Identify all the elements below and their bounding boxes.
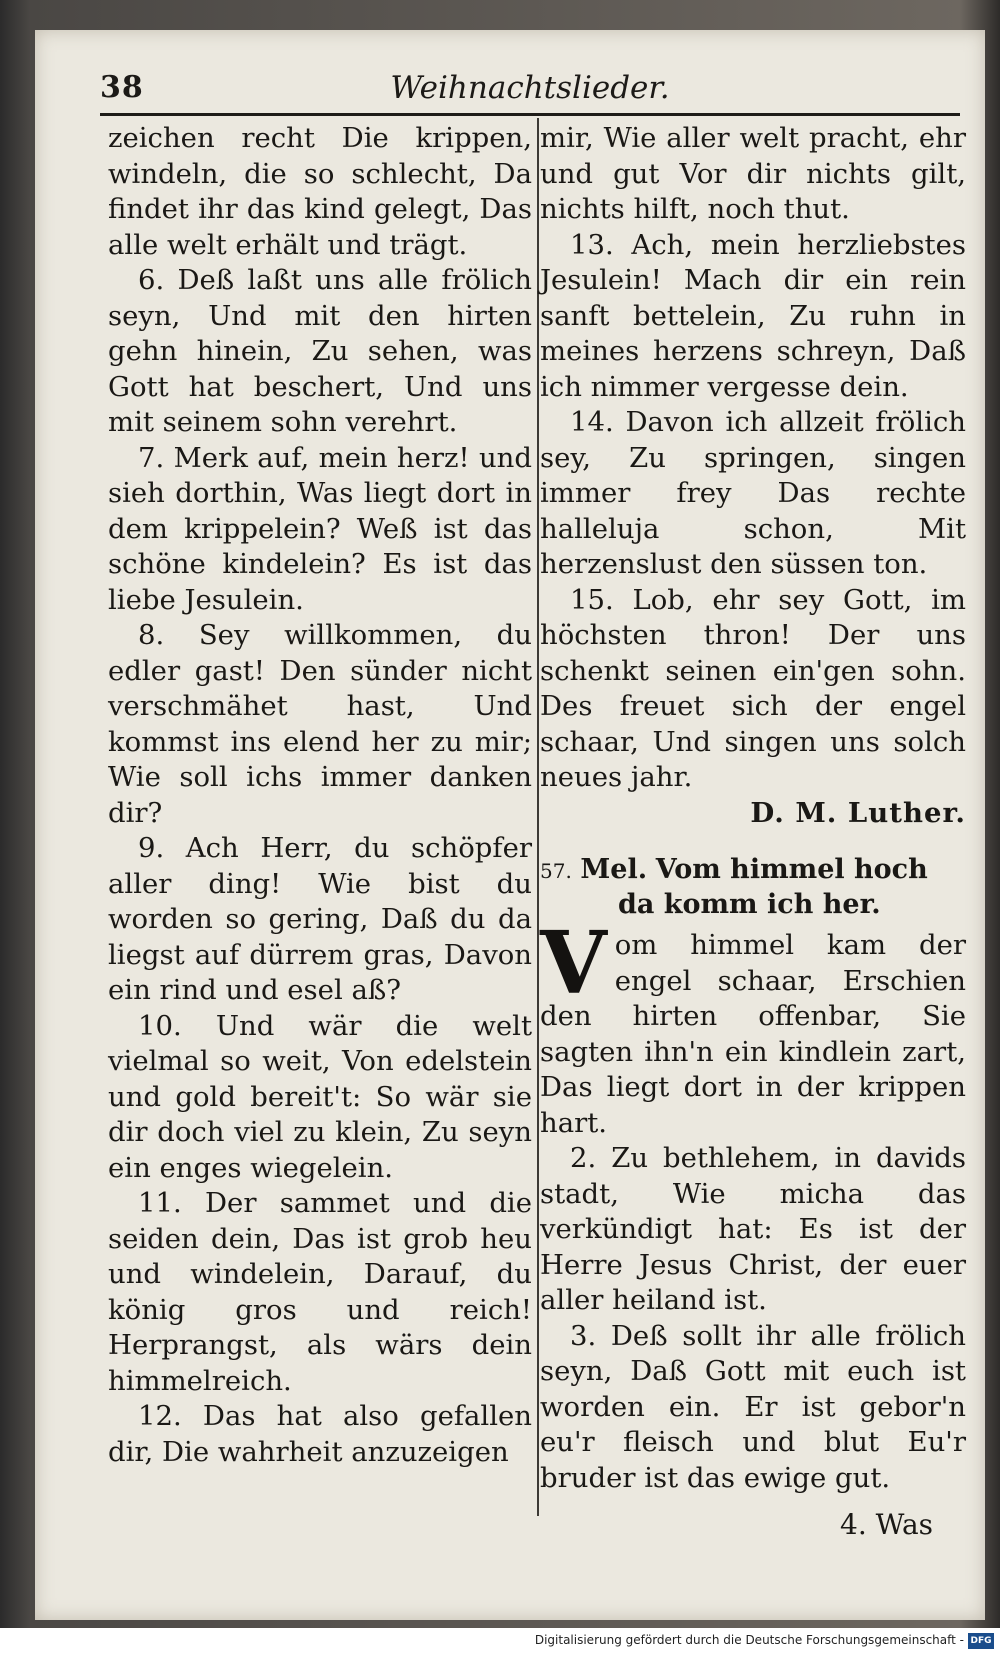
stanza-1-text: om himmel kam der engel schaar, Erschien den hirten offenbar, Sie sagten ihn'n ein kindlein zart, Das liegt dort in der krippen hart. (540, 929, 966, 1139)
right-stanza-1: 13. Ach, mein herzliebstes Jesulein! Mach dir ein rein sanft bettelein, Zu ruhn in meines herzens schreyn, Daß ich nimmer vergesse dein. (540, 228, 966, 403)
left-stanza-4: 9. Ach Herr, du schöpfer aller ding! Wie bist du worden so gering, Daß du da liegst auf dürrem gras, Davon ein rind und esel aß? (108, 832, 532, 1006)
left-stanza-3: 8. Sey willkommen, du edler gast! Den sünder nicht verschmähet hast, Und kommst ins elend her zu mir; Wie soll ichs immer danken dir? (108, 619, 532, 829)
right-column (540, 121, 966, 1496)
melody-label: Mel. (580, 854, 648, 885)
left-stanza-5: 10. Und wär die welt vielmal so weit, Von edelstein und gold bereit't: So wär sie dir doch viel zu klein, Zu seyn ein enges wiegelein. (108, 1009, 532, 1184)
right-stanza-2: 14. Davon ich allzeit frölich sey, Zu springen, singen immer frey Das rechte halleluja schon, Mit herzenslust den süssen ton. (540, 406, 966, 580)
left-column (108, 121, 532, 1470)
hymn-57-stanza-1: 3. Deß sollt ihr alle frölich seyn, Daß Gott mit euch ist worden ein. Er ist gebor'n eu'r fleisch und blut Eu'r bruder ist das ewige gut. (540, 1319, 966, 1494)
melody-title-line1: Vom himmel hoch (655, 854, 928, 885)
left-stanza-2: 7. Merk auf, mein herz! und sieh dorthin, Was liegt dort in dem krippelein? Weß ist das schöne kindelein? Es ist das liebe Jesulein. (108, 441, 532, 616)
right-stanza-3: 15. Lob, ehr sey Gott, im höchsten thron! Der uns schenkt seinen ein'gen sohn. Des freuet sich der engel schaar, Und singen uns solch neues jahr. (540, 583, 966, 793)
catchword: 4. Was (840, 1508, 934, 1541)
header-rule (100, 113, 960, 116)
hymn-author: D. M. Luther. (750, 796, 966, 829)
dfg-logo: DFG (968, 1633, 994, 1649)
funding-note: Digitalisierung gefördert durch die Deutsche Forschungsgemeinschaft - (534, 1633, 964, 1647)
hymn-number: 57. (540, 859, 572, 883)
running-head (100, 70, 960, 114)
left-stanza-1: 6. Deß laßt uns alle frölich seyn, Und mit den hirten gehn hinein, Zu sehen, was Gott hat beschert, Und uns mit seinem sohn verehrt. (108, 264, 532, 438)
melody-title-line2: da komm ich her. (618, 889, 881, 920)
hymn-57-heading (540, 853, 966, 922)
column-divider (537, 118, 539, 1516)
left-stanza-0: zeichen recht Die krippen, windeln, die so schlecht, Da findet ihr das kind gelegt, Das alle welt erhält und trägt. (108, 122, 532, 261)
left-stanza-6: 11. Der sammet und die seiden dein, Das ist grob heu und windelein, Darauf, du könig gros und reich! Herprangst, als wärs dein himmelreich. (108, 1187, 532, 1397)
page-number: 38 (100, 70, 144, 105)
drop-capital: V (540, 913, 607, 1014)
running-title: Weihnachtslieder. (390, 70, 670, 106)
digitization-footer (0, 1628, 1000, 1656)
hymn-57-stanza-0: 2. Zu bethlehem, in davids stadt, Wie micha das verkündigt hat: Es ist der Herre Jesus Christ, der euer aller heiland ist. (540, 1142, 966, 1316)
hymn-57-stanza-1 (540, 913, 966, 1141)
right-stanza-0: mir, Wie aller welt pracht, ehr und gut Vor dir nichts gilt, nichts hilft, noch thut. (540, 122, 966, 225)
hymn-57-stanzas (540, 1141, 966, 1496)
left-stanza-7: 12. Das hat also gefallen dir, Die wahrheit anzuzeigen (108, 1400, 532, 1468)
right-column-stanzas (540, 121, 966, 796)
